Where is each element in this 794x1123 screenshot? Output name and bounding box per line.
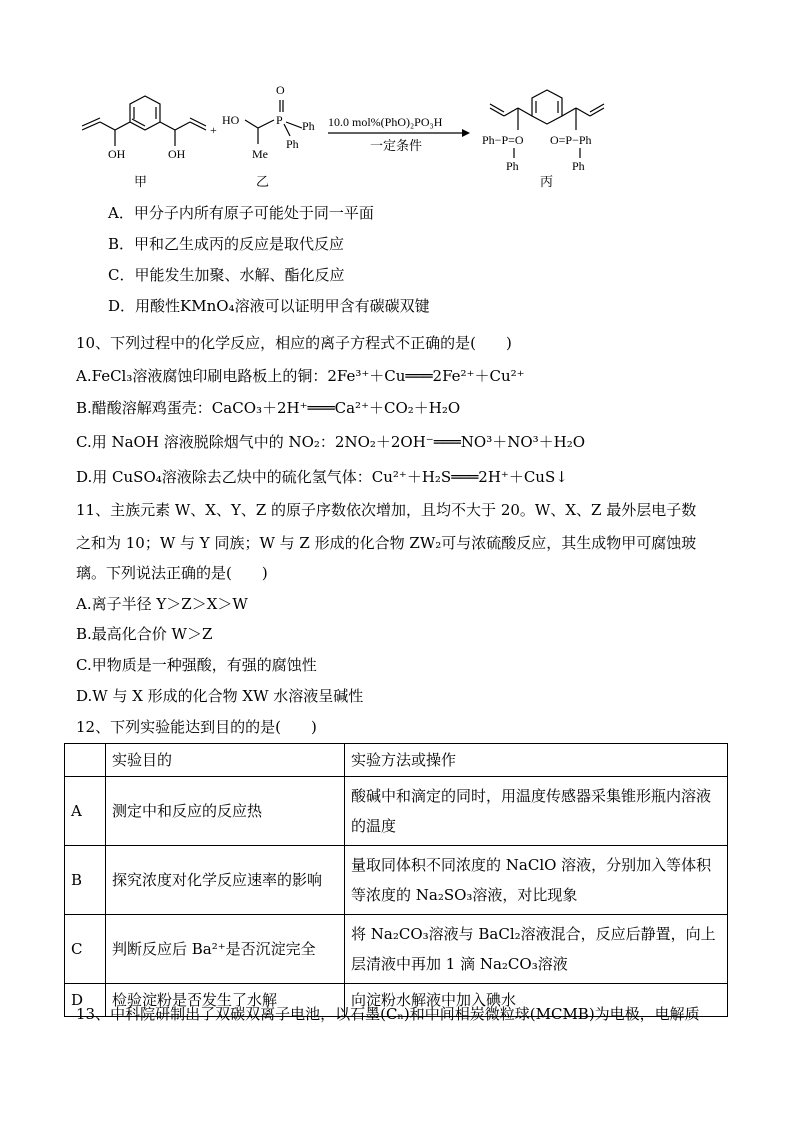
table-cell-purpose: 检验淀粉是否发生了水解 — [106, 984, 345, 1017]
table-cell-label: A — [65, 777, 106, 846]
table-header-cell: 实验目的 — [106, 744, 345, 777]
ph-label-1: Ph — [302, 119, 315, 133]
label-jia: 甲 — [134, 175, 148, 190]
product-left-group: Ph−P=O — [482, 133, 524, 147]
table-cell-purpose: 测定中和反应的反应热 — [106, 777, 345, 846]
table-cell-method: 量取同体积不同浓度的 NaClO 溶液，分别加入等体积等浓度的 Na₂SO₃溶液，对比现象 — [345, 846, 728, 915]
condition-catalyst: 10.0 mol%(PhO)₂PO₃H — [328, 115, 443, 129]
plus-sign: + — [210, 123, 217, 137]
table-header-row — [65, 744, 728, 777]
table-header-cell: 实验方法或操作 — [345, 744, 728, 777]
q10-option-d: D.用 CuSO₄溶液除去乙炔中的硫化氢气体：Cu²⁺＋H₂S═══2H⁺＋CuS↓ — [76, 468, 568, 486]
ho-label: HO — [222, 113, 240, 127]
q11-option-b: B.最高化合价 W＞Z — [76, 625, 213, 643]
ph-label-2: Ph — [286, 137, 299, 151]
q11-option-d: D.W 与 X 形成的化合物 XW 水溶液呈碱性 — [76, 687, 364, 705]
table-cell-method: 向淀粉水解液中加入碘水 — [345, 984, 728, 1017]
q11-stem-line1: 11、主族元素 W、X、Y、Z 的原子序数依次增加，且均不大于 20。W、X、Z 最外层电子数 — [76, 501, 697, 519]
q10-option-b: B.醋酸溶解鸡蛋壳：CaCO₃＋2H⁺═══Ca²⁺＋CO₂＋H₂O — [76, 399, 461, 417]
q13-stem: 13、中科院研制出了双碳双离子电池，以石墨(Cₙ)和中间相炭微粒球(MCMB)为电极，电解质 — [76, 1005, 700, 1023]
table-row — [65, 846, 728, 915]
table-cell-method: 酸碱中和滴定的同时，用温度传感器采集锥形瓶内溶液的温度 — [345, 777, 728, 846]
product-ph-left: Ph — [506, 159, 519, 173]
label-bing: 丙 — [540, 175, 554, 190]
table-cell-label: B — [65, 846, 106, 915]
product-right-group: O=P−Ph — [550, 133, 592, 147]
q10-stem: 10、下列过程中的化学反应，相应的离子方程式不正确的是( ) — [76, 334, 512, 352]
compound-jia-structure — [82, 96, 206, 146]
q9-option-d: D．用酸性KMnO₄溶液可以证明甲含有碳碳双键 — [108, 297, 430, 315]
label-yi: 乙 — [256, 175, 270, 190]
table-cell-label: C — [65, 915, 106, 984]
oh-label-right: OH — [168, 147, 186, 161]
q10-option-a: A.FeCl₃溶液腐蚀印刷电路板上的铜：2Fe³⁺＋Cu═══2Fe²⁺＋Cu²⁺ — [76, 367, 525, 385]
table-row — [65, 777, 728, 846]
table-cell-method: 将 Na₂CO₃溶液与 BaCl₂溶液混合，反应后静置，向上层清液中再加 1 滴 Na₂CO₃溶液 — [345, 915, 728, 984]
q9-option-b: B．甲和乙生成丙的反应是取代反应 — [108, 235, 345, 253]
oxygen-label: O — [276, 83, 285, 97]
table-row — [65, 915, 728, 984]
table-cell-purpose: 探究浓度对化学反应速率的影响 — [106, 846, 345, 915]
table-cell-label: D — [65, 984, 106, 1017]
oh-label-left: OH — [108, 147, 126, 161]
table-cell-purpose: 判断反应后 Ba²⁺是否沉淀完全 — [106, 915, 345, 984]
q11-stem-line2: 之和为 10；W 与 Y 同族；W 与 Z 形成的化合物 ZW₂可与浓硫酸反应，其生成物甲可腐蚀玻 — [76, 534, 697, 552]
reaction-arrow — [328, 129, 470, 137]
q11-option-a: A.离子半径 Y＞Z＞X＞W — [76, 595, 248, 613]
reaction-scheme — [70, 78, 710, 198]
phosphorus-label: P — [276, 113, 283, 127]
q10-option-c: C.用 NaOH 溶液脱除烟气中的 NO₂：2NO₂＋2OH⁻═══NO³＋NO³＋H₂O — [76, 433, 586, 451]
q11-stem-line3: 璃。下列说法正确的是( ) — [76, 564, 268, 582]
q12-stem: 12、下列实验能达到目的的是( ) — [76, 718, 317, 736]
compound-bing-structure — [490, 90, 604, 158]
condition-text: 一定条件 — [370, 139, 423, 154]
experiment-table — [64, 743, 728, 1017]
product-ph-right: Ph — [572, 159, 585, 173]
table-header-cell — [65, 744, 106, 777]
me-label: Me — [252, 147, 268, 161]
q9-option-c: C．甲能发生加聚、水解、酯化反应 — [108, 266, 345, 284]
q11-option-c: C.甲物质是一种强酸，有强的腐蚀性 — [76, 656, 317, 674]
q9-option-a: A．甲分子内所有原子可能处于同一平面 — [108, 204, 374, 222]
